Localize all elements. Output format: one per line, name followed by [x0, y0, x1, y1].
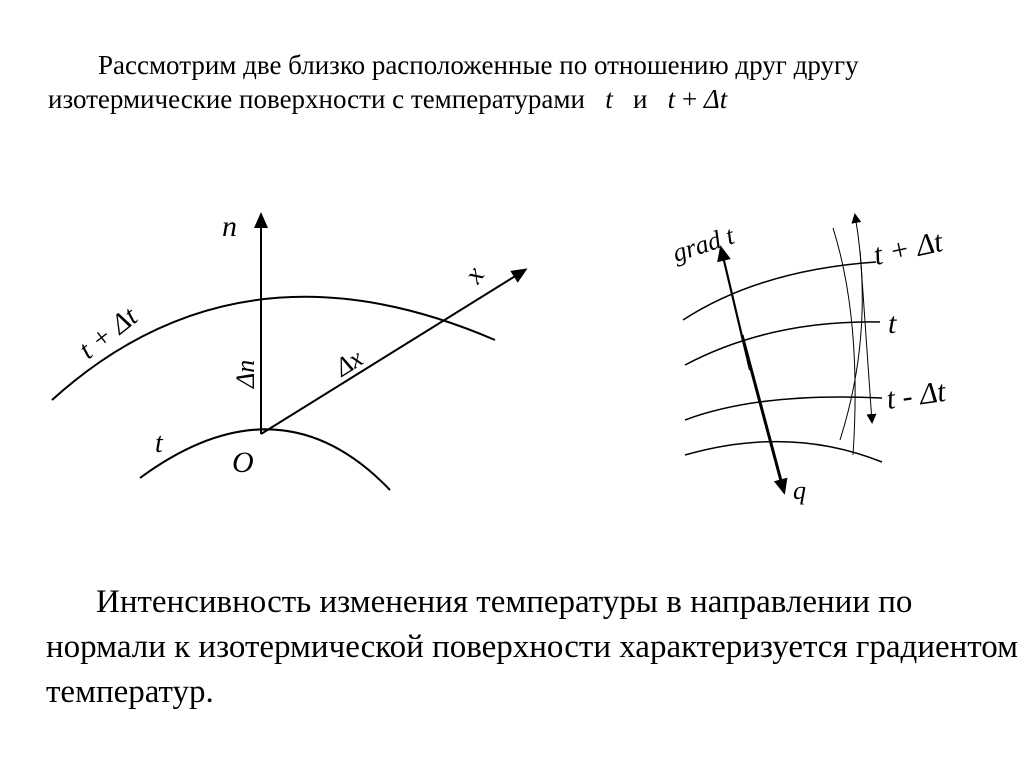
label-x: x [458, 261, 491, 290]
label-t-right: t [888, 307, 897, 340]
isotherm-line-3 [685, 397, 882, 420]
label-origin: O [232, 446, 254, 479]
math-t: t [605, 84, 613, 114]
right-diagram [669, 215, 948, 505]
conclusion-paragraph [46, 580, 1021, 715]
normal-curve-1 [833, 228, 855, 455]
math-plus-sign: + [681, 84, 698, 114]
label-delta-n: Δn [231, 359, 260, 388]
label-delta-x: Δx [329, 343, 368, 383]
isotherm-curve-t [140, 429, 390, 490]
label-t-plus-dt-right: t + Δt [870, 225, 946, 272]
intro-text: Рассмотрим две близко расположенные по отношению друг другу изотермические поверхности с температурами [48, 50, 859, 114]
math-delta-t: Δt [703, 84, 728, 114]
isotherm-line-2 [685, 322, 880, 365]
conjunction-text: и [632, 84, 648, 114]
label-n: n [222, 210, 237, 243]
label-t-left: t [155, 428, 163, 459]
heat-flux-q-arrow [742, 335, 784, 492]
direction-x-arrow [261, 270, 525, 434]
math-t-plus-dt-t: t [667, 84, 676, 114]
isotherm-line-1 [683, 262, 876, 320]
label-q: q [793, 476, 806, 505]
left-diagram [52, 210, 525, 490]
label-grad-t: grad t [668, 220, 738, 268]
label-t-minus-dt: t - Δt [884, 375, 948, 416]
label-t-plus-dt-left: t + Δt [73, 301, 144, 366]
normal-curve-2 [840, 215, 862, 440]
normal-arrow-down [860, 250, 872, 422]
isotherm-line-4 [685, 442, 882, 462]
conclusion-text: Интенсивность изменения температуры в направлении по нормали к изотермической поверхности характеризуется градиентом температур. [46, 584, 1019, 710]
